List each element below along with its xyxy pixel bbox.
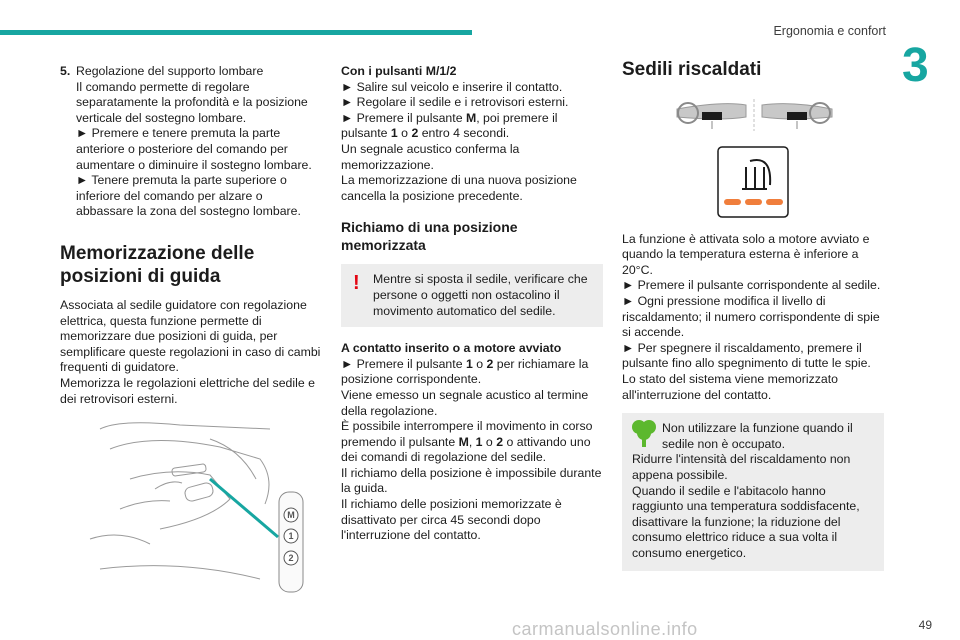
paragraph: Il richiamo delle posizioni memorizzate è disattivato per circa 45 secondi dopo l'interruzione del contatto. <box>341 497 562 543</box>
seat-outline <box>100 566 260 579</box>
step-text: ► Per spegnere il riscaldamento, premere il pulsante fino allo spegnimento di tutte le spie. <box>622 340 871 371</box>
chapter-number: 3 <box>902 39 929 92</box>
eco-text: Ridurre l'intensità del riscaldamento non appena possibile. <box>632 452 851 482</box>
seat-outline <box>90 535 150 544</box>
eco-text: Non utilizzare la funzione quando il sedile non è occupato. <box>662 421 853 451</box>
step-text: ► Ogni pressione modifica il livello di riscaldamento; il numero corrispondente di spie si accende. <box>622 293 880 340</box>
chapter-title: Ergonomia e confort <box>773 24 886 38</box>
warning-box <box>341 264 603 327</box>
item-text: Il comando permette di regolare separatamente la profondità e la posizione verticale del sostegno lombare. <box>76 79 308 125</box>
seat-outline <box>210 439 256 479</box>
paragraph: Lo stato del sistema viene memorizzato all'interruzione del contatto. <box>622 371 838 402</box>
header-accent-bar <box>0 30 472 35</box>
heat-level-led-2 <box>745 199 762 205</box>
step-text: ► Tenere premuta la parte superiore o inferiore del comando per alzare o abbassare la zona del sostegno lombare. <box>76 173 301 219</box>
seat-outline <box>130 472 230 529</box>
memory-button-2-label: 2 <box>288 553 294 564</box>
heated-seat-button-panel <box>718 147 788 217</box>
step-text: ► Regolare il sedile e i retrovisori esterni. <box>341 95 569 110</box>
section-title-memory: Memorizzazione delle posizioni di guida <box>60 242 255 287</box>
item-title: Regolazione del supporto lombare <box>76 64 264 78</box>
heat-level-led-3 <box>766 199 783 205</box>
subheading-contact: A contatto inserito o a motore avviato <box>341 341 562 356</box>
heat-waves-icon <box>742 167 767 189</box>
heat-level-led-1 <box>724 199 741 205</box>
column-middle <box>341 64 603 544</box>
paragraph: Un segnale acustico conferma la memorizzazione. <box>341 141 520 172</box>
warning-icon: ! <box>353 272 360 295</box>
column-right <box>622 59 884 571</box>
page-number: 49 <box>918 618 932 633</box>
seat-switch <box>172 464 207 477</box>
seat-outline <box>120 501 170 509</box>
step-text: ► Premere il pulsante 1 o 2 per richiamare la posizione corrispondente. <box>341 356 589 387</box>
step-text: ► Premere il pulsante M, poi premere il pulsante 1 o 2 entro 4 secondi. <box>341 110 558 141</box>
eco-text: Quando il sedile e l'abitacolo hanno raggiunto una temperatura soddisfacente, disattivare la funzione; la riduzione del consumo elettrico riduce a sua volta il consumo energetico. <box>632 483 860 560</box>
list-item-lumbar <box>60 64 322 220</box>
heated-seat-button-right <box>787 112 807 120</box>
seat-memory-figure <box>60 419 322 599</box>
column-left <box>60 64 322 604</box>
step-text: ► Premere e tenere premuta la parte anteriore o posteriore del comando per aumentare o diminuire il sostegno lombare. <box>76 126 312 172</box>
paragraph: Viene emesso un segnale acustico al termine della regolazione. <box>341 387 589 418</box>
section-title-recall: Richiamo di una posizione memorizzata <box>341 219 518 254</box>
seat-outline <box>155 482 182 489</box>
eco-tip-box <box>622 413 884 571</box>
step-text: ► Premere il pulsante corrispondente al sedile. <box>622 278 881 293</box>
watermark: carmanualsonline.info <box>512 619 698 640</box>
seat-switch <box>184 482 215 503</box>
warning-text: Mentre si sposta il sedile, verificare che persone o oggetti non ostacolino il movimento automatico del sedile. <box>373 272 588 318</box>
heated-seat-figure <box>622 95 884 221</box>
paragraph: La memorizzazione di una nuova posizione cancella la posizione precedente. <box>341 173 577 203</box>
paragraph: Memorizza le regolazioni elettriche del sedile e dei retrovisori esterni. <box>60 375 315 406</box>
seat-outline <box>100 423 270 429</box>
heated-seat-button-left <box>702 112 722 120</box>
subheading-buttons: Con i pulsanti M/1/2 <box>341 64 457 78</box>
memory-button-m-label: M <box>287 510 295 521</box>
paragraph: È possibile interrompere il movimento in corso premendo il pulsante M, 1 o 2 o attivando uno dei comandi di regolazione del sedile. <box>341 419 593 465</box>
step-text: ► Salire sul veicolo e inserire il contatto. <box>341 79 563 94</box>
paragraph: La funzione è attivata solo a motore avviato e quando la temperatura esterna è inferiore a 20°C. <box>622 231 870 277</box>
item-number: 5. <box>60 64 71 78</box>
section-title-heated-seats: Sedili riscaldati <box>622 59 762 80</box>
paragraph: Il richiamo della posizione è impossibile durante la guida. <box>341 465 602 496</box>
paragraph: Associata al sedile guidatore con regolazione elettrica, questa funzione permette di memorizzare due posizioni di guida, per semplificare queste regolazioni in caso di cambi frequenti di guidatore. <box>60 297 321 375</box>
callout-line <box>210 479 278 537</box>
memory-button-1-label: 1 <box>288 531 294 542</box>
eco-tree-icon <box>630 417 658 449</box>
